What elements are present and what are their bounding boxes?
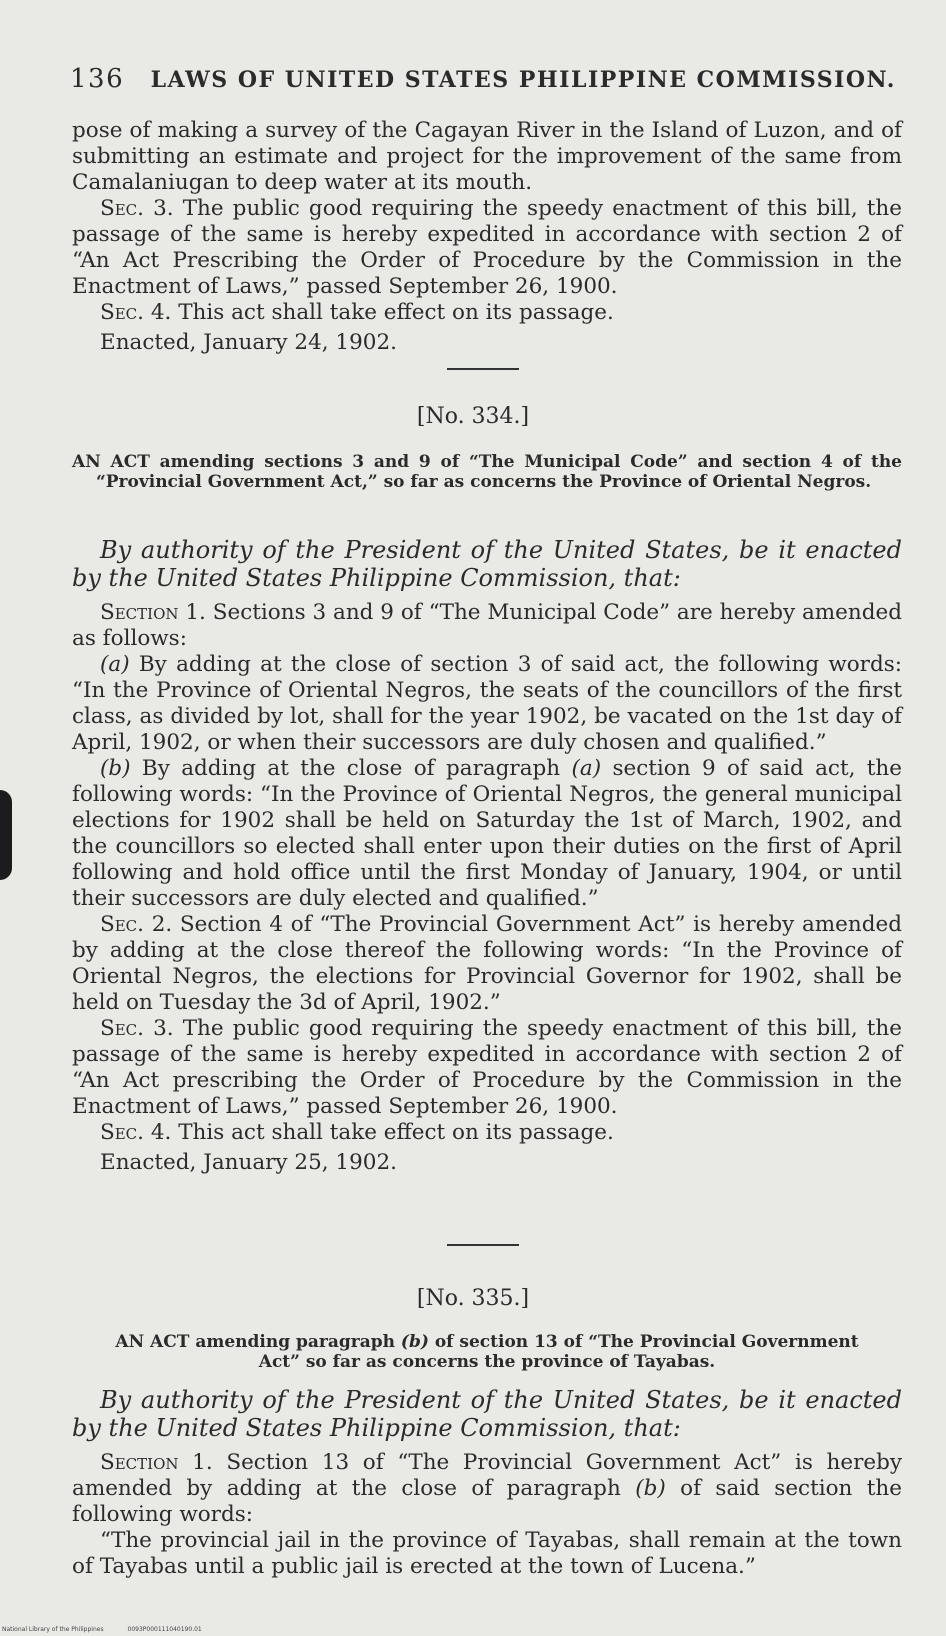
act-title (72, 1332, 902, 1372)
section-3 (72, 196, 902, 300)
footer-image-id: 0093P000111040190.01 (127, 1626, 202, 1633)
act-title-part: AN ACT amending paragraph (115, 1332, 395, 1352)
section-label: Sec. 2. (100, 912, 173, 937)
act-title-text (72, 1332, 902, 1372)
act-335-body (72, 1386, 902, 1580)
section-label: Sec. 3. (100, 1016, 174, 1041)
section-text: of said section the following words: (72, 1476, 902, 1527)
section-4 (72, 300, 902, 326)
running-title: LAWS OF UNITED STATES PHILIPPINE COMMISSION. (150, 67, 896, 93)
act-title-ref: (b) (400, 1332, 429, 1352)
enacting-clause-text: By authority of the President of the United States, be it enacted by the United States Philippine Commission, that: (72, 536, 902, 592)
paragraph-b (72, 756, 902, 912)
page-header (70, 64, 920, 94)
enacting-clause-text: By authority of the President of the United States, be it enacted by the United States Philippine Commission, that: (72, 1386, 902, 1442)
paragraph-text: section 9 of said act, the following words: “In the Province of Oriental Negros, the general municipal elections for 1902 shall be held on Saturday the 1st of March, 1902, and the councillors so elected shall enter upon their duties on the first of April following and hold office until the first Monday of January, 1904, or until their successors are duly elected and qualified.” (72, 756, 902, 911)
section-text: The public good requiring the speedy enactment of this bill, the passage of the same is hereby expedited in accordance with section 2 of “An Act Prescribing the Order of Procedure by the Commission in the Enactment of Laws,” passed September 26, 1900. (72, 196, 902, 299)
section-text: Sections 3 and 9 of “The Municipal Code” are hereby amended as follows: (72, 600, 902, 651)
section-text: This act shall take effect on its passage. (178, 1120, 614, 1145)
section-text: Section 4 of “The Provincial Government Act” is hereby amended by adding at the close thereof the following words: “In the Province of Oriental Negros, the elections for Provincial Governor for 1902, shall be held on Tuesday the 3d of April, 1902.” (72, 912, 902, 1015)
section-divider (447, 368, 519, 370)
quoted-amendment: “The provincial jail in the province of Tayabas, shall remain at the town of Tayabas until a public jail is erected at the town of Lucena.” (72, 1528, 902, 1579)
section-divider (447, 1244, 519, 1246)
section-1 (72, 1450, 902, 1528)
enacted-date: Enacted, January 25, 1902. (100, 1150, 397, 1175)
previous-act-continuation (72, 118, 902, 356)
section-label: Section 1. (100, 600, 206, 625)
continuation-paragraph: pose of making a survey of the Cagayan River in the Island of Luzon, and of submitting an estimate and project for the improvement of the same from Camalaniugan to deep water at its mouth. (72, 118, 902, 195)
paragraph-text: By adding at the close of section 3 of said act, the following words: “In the Province of Oriental Negros, the seats of the councillors of the first class, as divided by lot, shall for the year 1902, be vacated on the 1st day of April, 1902, or when their successors are duly chosen and qualified.” (72, 652, 902, 755)
paragraph-ref: (b) (635, 1476, 666, 1501)
section-text: Section 13 of “The Provincial Government Act” is hereby amended by adding at the close of paragraph (72, 1450, 903, 1501)
section-4 (72, 1120, 902, 1146)
act-title (72, 452, 902, 492)
section-1 (72, 600, 902, 652)
paragraph-a (72, 652, 902, 756)
section-text: This act shall take effect on its passage. (178, 300, 614, 325)
enacted-date: Enacted, January 24, 1902. (100, 330, 397, 355)
act-334-body (72, 536, 902, 1176)
paragraph-label: (a) (100, 652, 130, 677)
footer-source: National Library of the Philippines (2, 1626, 104, 1633)
scan-footer (2, 1626, 224, 1633)
section-label: Sec. 4. (100, 300, 172, 325)
binding-edge-shadow (0, 790, 12, 880)
act-number: [No. 334.] (416, 404, 530, 429)
act-number: [No. 335.] (416, 1286, 530, 1311)
section-label: Section 1. (100, 1450, 213, 1475)
page-number: 136 (70, 64, 125, 94)
enacting-clause (72, 536, 902, 592)
section-3 (72, 1016, 902, 1120)
paragraph-ref: (a) (571, 756, 602, 781)
section-label: Sec. 3. (100, 196, 174, 221)
paragraph-label: (b) (100, 756, 131, 781)
act-title-part: of section 13 of “The Provincial Government Act” so far as concerns the province of Tayabas. (258, 1332, 859, 1372)
act-title-text: AN ACT amending sections 3 and 9 of “The Municipal Code” and section 4 of the “Provincial Government Act,” so far as concerns the Province of Oriental Negros. (72, 452, 902, 492)
section-2 (72, 912, 902, 1016)
enacting-clause (72, 1386, 902, 1442)
section-text: The public good requiring the speedy enactment of this bill, the passage of the same is hereby expedited in accordance with section 2 of “An Act prescribing the Order of Procedure by the Commission in the Enactment of Laws,” passed September 26, 1900. (72, 1016, 902, 1119)
paragraph-text: By adding at the close of paragraph (141, 756, 561, 781)
section-label: Sec. 4. (100, 1120, 172, 1145)
